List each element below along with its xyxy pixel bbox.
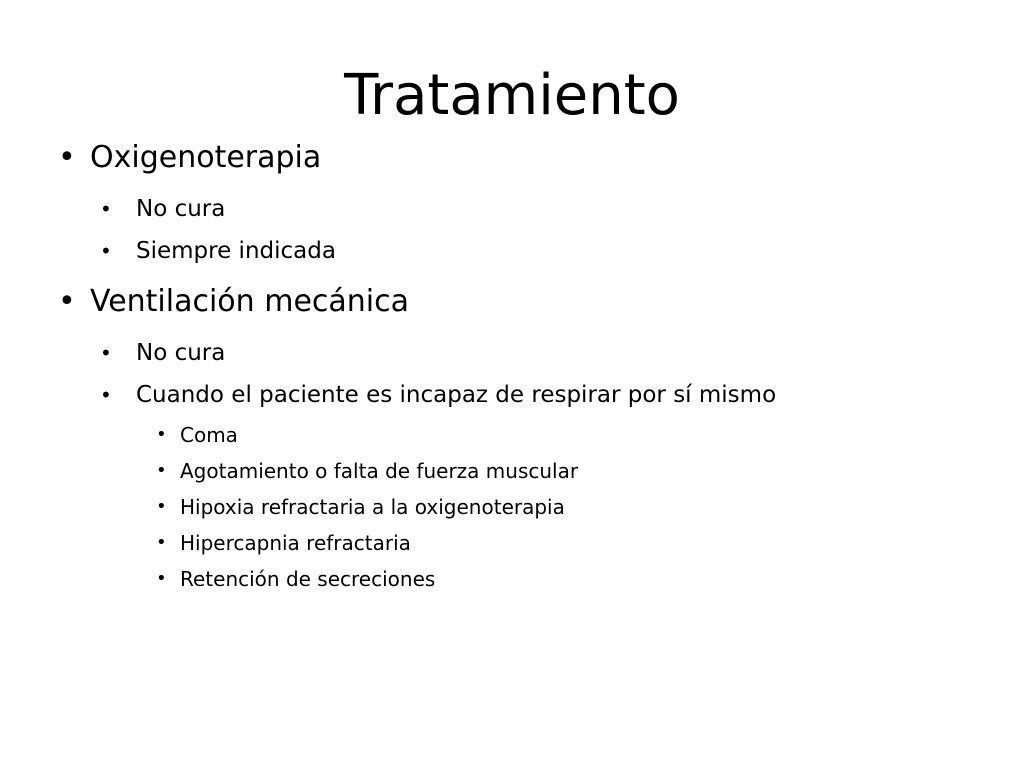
slide-content [56, 132, 956, 600]
bullet-dot: • [58, 284, 76, 319]
sub-bullet-label: Siempre indicada [136, 238, 336, 264]
sub-bullet-label: No cura [136, 340, 226, 366]
bullet-dot: • [100, 341, 112, 365]
sub-sub-bullet-label: Coma [180, 423, 238, 447]
sub-sub-bullet-label: Agotamiento o falta de fuerza muscular [180, 459, 579, 483]
sub-sub-bullet-label: Hipoxia refractaria a la oxigenoterapia [180, 495, 565, 519]
bullet-dot: • [156, 532, 167, 553]
sub-sub-bullet-retencion [56, 564, 956, 594]
sub-bullet-label: No cura [136, 196, 226, 222]
bullet-dot: • [156, 496, 167, 517]
sub-sub-bullet-label: Retención de secreciones [180, 567, 436, 591]
bullet-oxigenoterapia [56, 132, 956, 184]
sub-sub-bullet-coma [56, 420, 956, 450]
sub-bullet-no-cura [56, 192, 956, 226]
slide-title: Tratamiento [344, 63, 680, 128]
bullet-dot: • [156, 460, 167, 481]
sub-sub-bullet-agotamiento [56, 456, 956, 486]
sub-bullet-no-cura [56, 336, 956, 370]
bullet-ventilacion-mecanica [56, 276, 956, 328]
bullet-dot: • [156, 424, 167, 445]
bullet-dot: • [100, 383, 112, 407]
bullet-label: Ventilación mecánica [90, 284, 409, 319]
bullet-dot: • [100, 197, 112, 221]
sub-sub-bullet-hipoxia [56, 492, 956, 522]
sub-bullet-cuando-paciente [56, 378, 936, 412]
sub-sub-bullet-hipercapnia [56, 528, 956, 558]
sub-bullet-siempre-indicada [56, 234, 956, 268]
bullet-label: Oxigenoterapia [90, 140, 322, 175]
bullet-dot: • [100, 239, 112, 263]
bullet-dot: • [156, 568, 167, 589]
bullet-dot: • [58, 140, 76, 175]
sub-sub-bullet-label: Hipercapnia refractaria [180, 531, 411, 555]
sub-bullet-label: Cuando el paciente es incapaz de respirar por sí mismo [136, 382, 777, 408]
